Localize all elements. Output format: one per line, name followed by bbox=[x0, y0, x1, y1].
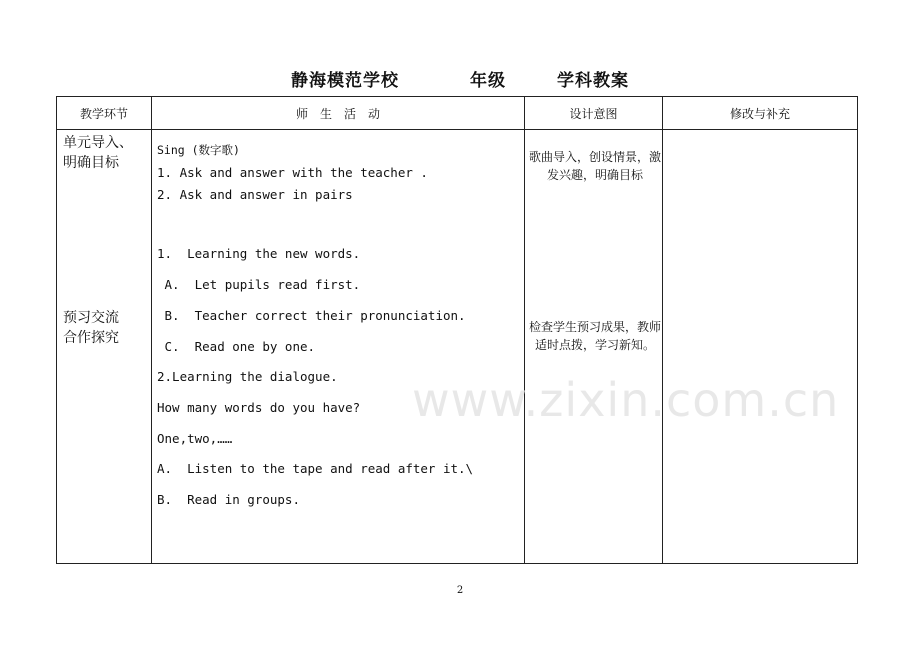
title-school: 静海模范学校 bbox=[291, 71, 399, 91]
activity-line: 2.Learning the dialogue. bbox=[157, 369, 338, 384]
header-divider bbox=[57, 129, 857, 130]
stage-intro: 单元导入、 明确目标 bbox=[63, 135, 133, 171]
header-notes: 修改与补充 bbox=[729, 106, 790, 121]
intent-preview: 检查学生预习成果，教师适时点拨，学习新知。 bbox=[529, 320, 662, 352]
activity-line: How many words do you have? bbox=[157, 400, 361, 415]
title-subject: 学科教案 bbox=[557, 71, 629, 91]
column-divider bbox=[662, 97, 663, 563]
activity-line: B. Teacher correct their pronunciation. bbox=[157, 308, 466, 323]
activity-line: A. Listen to the tape and read after it.\ bbox=[157, 461, 474, 476]
intent-intro: 歌曲导入，创设情景，激发兴趣，明确目标 bbox=[529, 150, 662, 182]
column-divider bbox=[524, 97, 525, 563]
title-grade: 年级 bbox=[470, 71, 506, 91]
header-intent: 设计意图 bbox=[569, 106, 618, 121]
activity-line: 1. Learning the new words. bbox=[157, 246, 361, 261]
page-number: 2 bbox=[456, 585, 464, 596]
lesson-plan-table bbox=[56, 96, 858, 564]
activity-line: 2. Ask and answer in pairs bbox=[157, 187, 353, 202]
activity-line: One,two,…… bbox=[157, 431, 233, 446]
activity-line: B. Read in groups. bbox=[157, 492, 300, 507]
header-stage: 教学环节 bbox=[79, 106, 128, 121]
activity-line: 1. Ask and answer with the teacher . bbox=[157, 165, 428, 180]
activity-line: Sing (数字歌) bbox=[157, 143, 240, 157]
column-divider bbox=[151, 97, 152, 563]
activity-line: A. Let pupils read first. bbox=[157, 277, 361, 292]
activity-line: C. Read one by one. bbox=[157, 339, 316, 354]
watermark: www.zixin.com.cn bbox=[412, 373, 840, 427]
header-activity: 师 生 活 动 bbox=[295, 106, 380, 121]
stage-preview: 预习交流 合作探究 bbox=[63, 310, 119, 346]
